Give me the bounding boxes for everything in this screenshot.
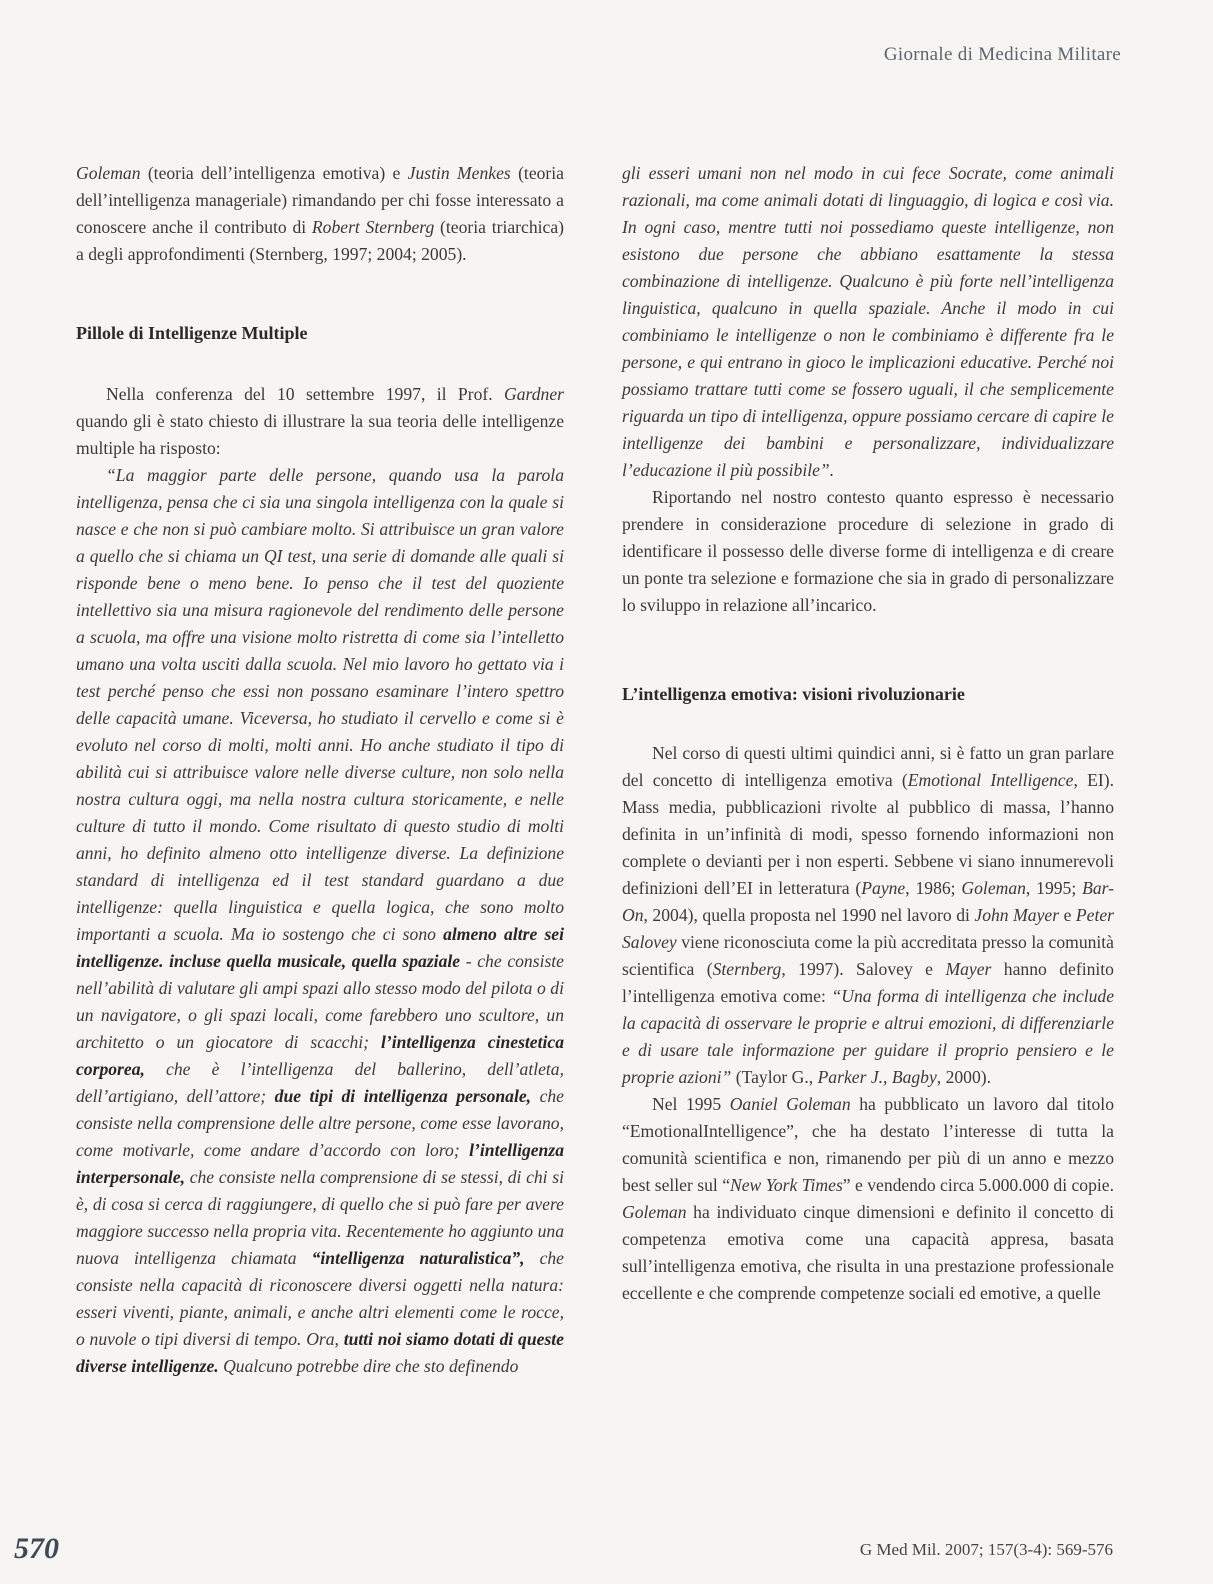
author-name: Robert Sternberg [311, 217, 435, 237]
emphasis: tutti noi siamo dotati di queste diverse intelligenze. [76, 1329, 564, 1376]
emphasis: l’intelligenza interpersonale, [76, 1140, 564, 1187]
emphasis: due tipi di intelligenza personale, [274, 1086, 532, 1106]
paragraph-selezione: Riportando nel nostro contesto quanto espresso è necessario prendere in considerazione procedure di selezione in grado di identificare il possesso delle diverse forme di intelligenza e di creare un ponte tra selezione e formazione che sia in grado di personalizzare lo sviluppo in relazione all’incarico. [622, 487, 1114, 615]
paragraph-emotional-intelligence: Nel corso di questi ultimi quindici anni, si è fatto un gran parlare del concetto di intelligenza emotiva (Emotional Intelligence, EI). Mass media, pubblicazioni rivolte al pubblico di massa, l’hanno definita in un’infinità di modi, spesso fornendo informazioni non complete o devianti per i non esperti. Sebbene vi siano innumerevoli definizioni dell’EI in letteratura (Payne, 1986; Goleman, 1995; Bar-On, 2004), quella proposta nel 1990 nel lavoro di John Mayer e Peter Salovey viene riconosciuta come la più accreditata presso la comunità scientifica (Sternberg, 1997). Salovey e Mayer hanno definito l’intelligenza emotiva come: “Una forma di intelligenza che include la capacità di osservare le proprie e altrui emozioni, di differenziarle e di usare tale informazione per guidare il proprio pensiero e le proprie azioni” (Taylor G., Parker J., Bagby, 2000). [622, 743, 1114, 1087]
left-column [76, 160, 564, 1380]
gardner-quote: “La maggior parte delle persone, quando usa la parola intelligenza, pensa che ci sia una singola intelligenza con la quale si nasce e che non si può cambiare molto. Si attribuisce un gran valore a quello che si chiama un QI test, una serie di domande alle quali si risponde bene o meno bene. Io penso che il test del quoziente intellettivo sia una misura ragionevole del rendimento delle persone a scuola, ma offre una visione molto ristretta di come sia l’intelletto umano una volta usciti dalla scuola. Nel mio lavoro ho gettato via i test perché penso che essi non possano esaminare l’intero spettro delle capacità umane. Viceversa, ho studiato il cervello e come si è evoluto nel corso di molti, molti anni. Ho anche studiato il tipo di abilità cui si attribuisce valore nelle diverse culture, non solo nella nostra cultura oggi, ma nella nostra cultura storicamente, e nelle culture di tutto il mondo. Come risultato di questo studio di molti anni, ho definito almeno otto intelligenze diverse. La definizione standard di intelligenza ed il test standard guardano a due intelligenze: quella linguistica e quella logica, che sono molto importanti a scuola. Ma io sostengo che ci sono almeno altre sei intelligenze. incluse quella musicale, quella spaziale - che consiste nell’abilità di valutare gli ampi spazi allo stesso modo del pilota o di un navigatore, o gli spazi locali, come farebbero uno scultore, un architetto o un giocatore di scacchi; l’intelligenza cinestetica corporea, che è l’intelligenza del ballerino, dell’atleta, dell’artigiano, dell’attore; due tipi di intelligenza personale, che consiste nella comprensione delle altre persone, come esse lavorano, come motivarle, come andare d’accordo con loro; l’intelligenza interpersonale, che consiste nella comprensione di se stessi, di chi si è, di cosa si cerca di raggiungere, di quello che si può fare per avere maggiore successo nella propria vita. Recentemente ho aggiunto una nuova intelligenza chiamata “intelligenza naturalistica”, che consiste nella capacità di riconoscere diversi oggetti nella natura: esseri viventi, piante, animali, e anche altri elementi come le rocce, o nuvole o tipi diversi di tempo. Ora, tutti noi siamo dotati di queste diverse intelligenze. Qualcuno potrebbe dire che sto definendo [76, 465, 564, 1376]
author-name: Gardner [504, 384, 564, 404]
journal-header: Giornale di Medicina Militare [883, 44, 1121, 65]
paragraph-gardner: Nella conferenza del 10 settembre 1997, il Prof. Gardner quando gli è stato chiesto di illustrare la sua teoria delle intelligenze multiple ha risposto: [76, 384, 564, 458]
emphasis: “intelligenza naturalistica”, [311, 1248, 525, 1268]
footer-citation: G Med Mil. 2007; 157(3-4): 569-576 [859, 1540, 1113, 1559]
gardner-quote-continued: gli esseri umani non nel modo in cui fece Socrate, come animali razionali, ma come animali dotati di linguaggio, di logica e così via. In ogni caso, mentre tutti noi possediamo queste intelligenze, non esistono due persone che abbiano esattamente la stessa combinazione di intelligenze. Qualcuno è più forte nell’intelligenza linguistica, qualcuno in quella spaziale. Anche il modo in cui combiniamo le intelligenze o non le combiniamo è differente fra le persone, e qui entrano in gioco le implicazioni educative. Perché noi possiamo trattare tutti come se fossero uguali, il che semplicemente riguarda un tipo di intelligenza, oppure possiamo cercare di capire le intelligenze dei bambini e personalizzare, individualizzare l’educazione il più possibile”. [622, 163, 1114, 480]
author-name: Justin Menkes [407, 163, 511, 183]
page-number: 570 [14, 1532, 59, 1565]
section-title-intelligenza-emotiva: L’intelligenza emotiva: visioni rivoluzionarie [622, 684, 965, 704]
right-column [622, 160, 1114, 1307]
section-title-pillole: Pillole di Intelligenze Multiple [76, 323, 308, 343]
emphasis: l’intelligenza cinestetica corporea, [76, 1032, 564, 1079]
definition-quote: “Una forma di intelligenza che include la capacità di osservare le proprie e altrui emozioni, di differenziarle e di usare tale informazione per guidare il proprio pensiero e le proprie azioni” [622, 986, 1114, 1087]
author-name: Goleman [76, 163, 141, 183]
paragraph-goleman-1995: Nel 1995 Oaniel Goleman ha pubblicato un lavoro dal titolo “EmotionalIntelligence”, che ha destato l’interesse di tutta la comunità scientifica e non, rimanendo per più di un anno e mezzo best seller sul “New York Times” e vendendo circa 5.000.000 di copie. Goleman ha individuato cinque dimensioni e definito il concetto di competenza emotiva come una capacità appresa, basata sull’intelligenza emotiva, che risulta in una prestazione professionale eccellente e che comprende competenze sociali ed emotive, a quelle [622, 1094, 1114, 1303]
paragraph-intro: Goleman (teoria dell’intelligenza emotiva) e Justin Menkes (teoria dell’intelligenza manageriale) rimandando per chi fosse interessato a conoscere anche il contributo di Robert Sternberg (teoria triarchica) a degli approfondimenti (Sternberg, 1997; 2004; 2005). [76, 163, 564, 264]
emphasis: almeno altre sei intelligenze. incluse quella musicale, quella spaziale [76, 924, 564, 971]
